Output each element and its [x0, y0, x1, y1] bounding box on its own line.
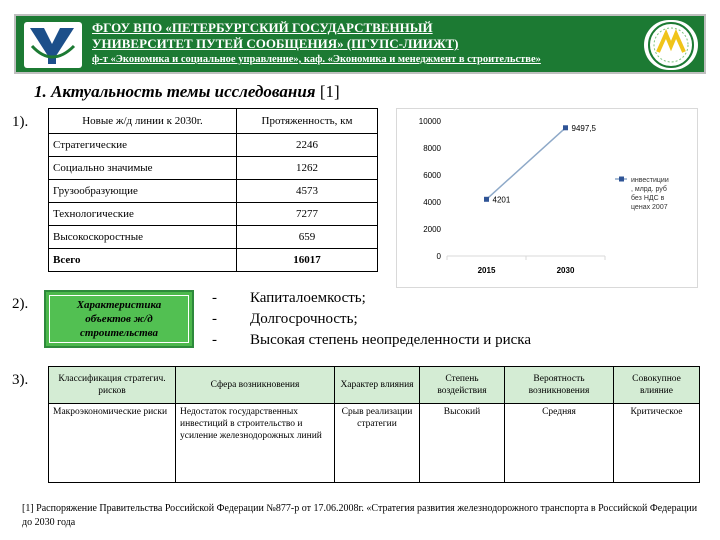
series-line — [487, 128, 566, 200]
characteristic-line: строительства — [79, 327, 158, 339]
data-label: 9497,5 — [571, 123, 596, 133]
y-tick-label: 2000 — [423, 225, 441, 234]
section-number-1: 1). — [12, 114, 29, 130]
table-cell: Критическое — [614, 404, 700, 483]
x-tick-label: 2030 — [556, 266, 575, 275]
table-cell: Социально значимые — [49, 157, 237, 180]
table-row — [49, 226, 378, 249]
characteristic-line: Характеристика — [76, 299, 162, 311]
table-cell: Стратегические — [49, 134, 237, 157]
table-cell: 16017 — [237, 249, 378, 272]
x-tick-label: 2015 — [477, 266, 496, 275]
railway-lines-table — [48, 108, 378, 272]
list-item-text: Капиталоемкость; — [250, 290, 366, 306]
table-header-cell: Сфера возникновения — [176, 367, 335, 404]
table-header-row — [49, 367, 700, 404]
table-row — [49, 203, 378, 226]
table-cell: Технологические — [49, 203, 237, 226]
table-row — [49, 180, 378, 203]
table-header-row — [49, 109, 378, 134]
table-header-cell: Совокупное влияние — [614, 367, 700, 404]
list-item-text: Высокая степень неопределенности и риска — [250, 332, 531, 348]
table-row — [49, 134, 378, 157]
table-cell: Недостаток государственных инвестиций в строительство и усиление железнодорожных линий — [176, 404, 335, 483]
dash-bullet: - — [212, 290, 217, 306]
y-tick-label: 0 — [436, 252, 441, 261]
title-reference: [1] — [319, 82, 340, 101]
legend-label: ценах 2007 — [631, 204, 668, 211]
chart-svg — [397, 109, 697, 287]
university-logo — [24, 22, 82, 68]
y-tick-label: 6000 — [423, 171, 441, 180]
table-header-cell: Классификация стратегич. рисков — [49, 367, 176, 404]
table-cell: Грузообразующие — [49, 180, 237, 203]
y-tick-label: 10000 — [418, 117, 441, 126]
data-point — [484, 197, 489, 202]
table-row — [49, 404, 700, 483]
table-row — [49, 157, 378, 180]
risk-table — [48, 366, 700, 483]
table-cell: 659 — [237, 226, 378, 249]
table-cell: Срыв реализации стратегии — [335, 404, 420, 483]
list-item — [212, 288, 531, 309]
investment-chart — [396, 108, 698, 288]
list-item — [212, 330, 531, 351]
table-cell: 4573 — [237, 180, 378, 203]
table-total-row — [49, 249, 378, 272]
y-tick-label: 4000 — [423, 198, 441, 207]
characteristic-box — [44, 290, 194, 348]
table-cell: Средняя — [505, 404, 614, 483]
legend-marker-swatch — [619, 177, 624, 182]
dash-bullet: - — [212, 311, 217, 327]
table-header-cell: Степень воздействия — [420, 367, 505, 404]
table-cell: Всего — [49, 249, 237, 272]
table-cell: Высокоскоростные — [49, 226, 237, 249]
header-banner — [14, 14, 706, 74]
list-item — [212, 309, 531, 330]
table-header-cell: Характер влияния — [335, 367, 420, 404]
list-item-text: Долгосрочность; — [250, 311, 358, 327]
characteristic-line: объектов ж/д — [85, 313, 153, 325]
characteristic-list — [212, 288, 531, 351]
header-line-3: ф-т «Экономика и социальное управление», каф. «Экономика и менеджмент в строительстве» — [92, 54, 541, 65]
header-line-2: УНИВЕРСИТЕТ ПУТЕЙ СООБЩЕНИЯ» (ПГУПС-ЛИИЖТ) — [92, 36, 459, 51]
faculty-logo — [644, 20, 698, 70]
table-cell: 2246 — [237, 134, 378, 157]
table-cell: 1262 — [237, 157, 378, 180]
legend-label: инвестиции — [631, 177, 669, 184]
legend-label: , млрд. руб — [631, 186, 667, 193]
table-cell: Высокий — [420, 404, 505, 483]
data-point — [563, 125, 568, 130]
y-tick-label: 8000 — [423, 144, 441, 153]
table-header-cell: Вероятность возникновения — [505, 367, 614, 404]
page-title — [34, 82, 340, 102]
section-number-2: 2). — [12, 296, 29, 312]
dash-bullet: - — [212, 332, 217, 348]
legend-label: без НДС в — [631, 195, 665, 202]
section-number-3: 3). — [12, 372, 29, 388]
characteristic-box-label — [49, 295, 189, 343]
title-text: 1. Актуальность темы исследования — [34, 82, 316, 101]
table-cell: Макроэкономические риски — [49, 404, 176, 483]
table-header-cell: Новые ж/д линии к 2030г. — [49, 109, 237, 134]
header-line-1: ФГОУ ВПО «ПЕТЕРБУРГСКИЙ ГОСУДАРСТВЕННЫЙ — [92, 20, 433, 35]
table-cell: 7277 — [237, 203, 378, 226]
footnote: [1] Распоряжение Правительства Российской Федерации №877-р от 17.06.2008г. «Стратегия развития железнодорожного транспорта в Российской Федерации до 2030 года — [22, 503, 698, 528]
table-header-cell: Протяженность, км — [237, 109, 378, 134]
data-label: 4201 — [492, 195, 511, 205]
